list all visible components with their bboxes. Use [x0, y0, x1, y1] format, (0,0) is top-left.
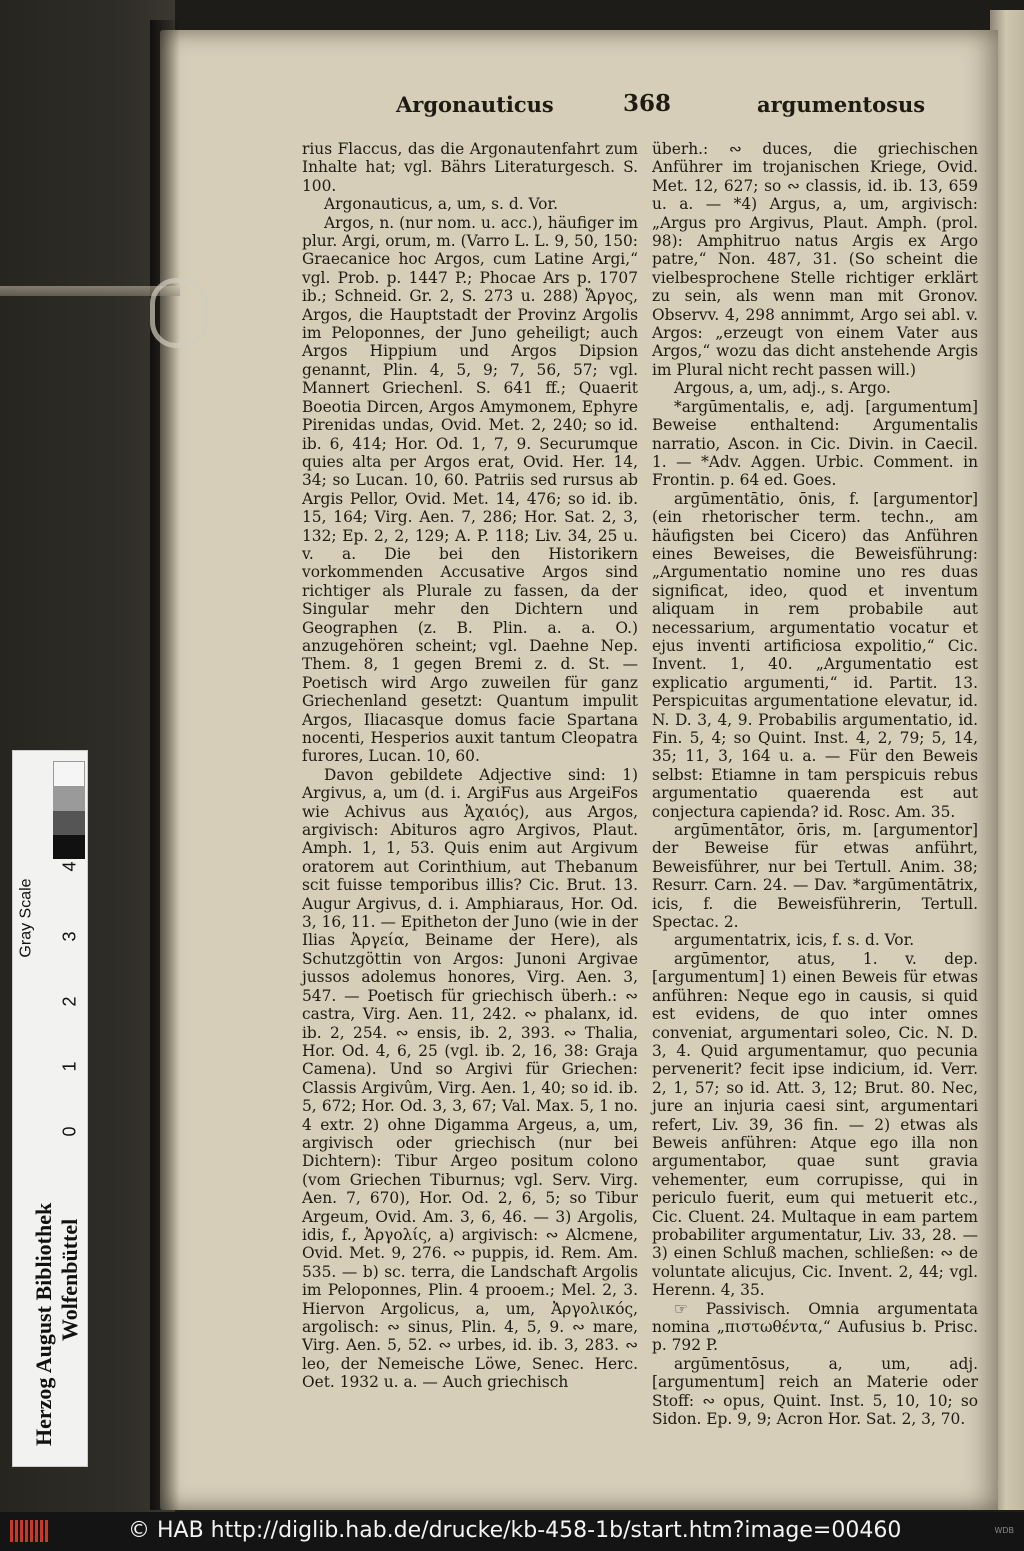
footer-bar [0, 1512, 1024, 1551]
paragraph: rius Flaccus, das die Argonautenfahrt zum Inhalte hat; vgl. Bährs Literaturgesch. S. 100. [302, 140, 638, 195]
dictionary-entry: argumentatrix, icis, f. s. d. Vor. [674, 931, 915, 950]
dictionary-entry: Argos, n. (nur nom. u. acc.), häufiger im plur. Argi, orum, m. (Varro L. L. 9, 50, 150: Graecanice hoc Argos, cum Latine Argi,“ vgl. Prob. p. 1447 P.; Phocae Ars p. 1707 ib.; Schneid. Gr. 2, S. 273 u. 288) Ἄργος, Argos, die Hauptstadt der Provinz Argolis im Peloponnes, der Juno geheiligt; auch Argos Hippium und Argos Dipsion genannt, Plin. 4, 5, 9; 7, 56, 57; vgl. Mannert Griechenl. S. 641 ff.; Quaerit Boeotia Dircen, Argos Amymonem, Ephyre Pirenidas undas, Ovid. Met. 2, 240; so id. ib. 6, 414; Hor. Od. 1, 7, 9. Securumque quies alta per Argos erat, Ovid. Her. 14, 34; so Lucan. 10, 60. Patriis sed rursus ab Argis Pellor, Ovid. Met. 14, 476; so id. ib. 15, 164; Virg. Aen. 7, 286; Hor. Sat. 2, 3, 132; Ep. 2, 2, 129; A. P. 118; Liv. 34, 25 u. v. a. Die bei den Historikern vorkommenden Accusative Argos sind richtiger als Plurale zu fassen, da der Singular mehr den Dichtern und Geographen (z. B. Plin. a. a. O.) anzugehören scheint; vgl. Daehne Nep. Them. 8, 1 gegen Bremi z. d. St. — Poetisch wird Argo zuweilen für ganz Griechenland gesetzt: Quantum impulit Argos, Iliacasque domus facie Spartana nocenti, Hesperios auxit tantum Cleopatra furores, Lucan. 10, 60. [302, 213, 638, 766]
dictionary-entry: argūmentātor, ōris, m. [argumentor] der Beweise für etwas anführt, Beweisführer, nur bei Tertull. Anim. 38; Resurr. Carn. 24. — Dav. *argūmentātrix, icis, f. die Beweisführerin, Tertull. Spectac. 2. [652, 821, 978, 932]
ruler-number: 0 [59, 1126, 80, 1137]
right-text-column [652, 140, 978, 1428]
header-right-word: argumentosus [757, 92, 926, 117]
dictionary-entry: argūmentōsus, a, um, adj. [argumentum] reich an Materie oder Stoff: ∾ opus, Quint. Inst. 5, 10, 10; so Sidon. Ep. 9, 9; Acron Hor. Sat. 2, 3, 70. [652, 1354, 978, 1429]
gray-scale-title: Gray Scale [17, 878, 35, 958]
library-label [11, 1051, 85, 1451]
color-calibration-chart [12, 750, 88, 1467]
ruler-number: 4 [59, 861, 80, 872]
dictionary-entry: Argous, a, um, adj., s. Argo. [674, 379, 891, 398]
gutter-shadow [150, 20, 180, 1510]
hab-logo [10, 1520, 50, 1542]
dictionary-entry: argūmentātio, ōnis, f. [argumentor] (ein rhetorischer term. techn., am häufigsten bei Cicero) das Anführen eines Beweises, die Beweisführung: „Argumentatio nomine uno res duas significat, ideo, quod et inventum aliquam in rem probabile aut necessarium, argumentatio vocatur et ejus inventi artificiosa expolitio,“ Cic. Invent. 1, 40. „Argumentatio est explicatio argumenti,“ id. Partit. 13. Perspicuitas argumentatione elevatur, id. N. D. 3, 4, 9. Probabilis argumentatio, id. Fin. 5, 4; so Quint. Inst. 4, 2, 79; 5, 14, 35; 11, 3, 164 u. a. — Für den Beweis selbst: Etiamne in tam perspicuis rebus argumentatio quaerenda est aut conjectura capienda? id. Rosc. Am. 35. [652, 489, 978, 821]
page-clip [0, 268, 200, 338]
dictionary-entry: Davon gebildete Adjective sind: 1) Argivus, a, um (d. i. ArgiFus aus ArgeiFos wie Achivus aus Ἀχαιός), aus Argos, argivisch: Abituros agro Argivos, Plaut. Amph. 1, 1, 53. Quis enim aut Argivum oratorem aut Corinthium, aut Thebanum scit fuisse temporibus illis? Cic. Brut. 13. Augur Argivus, d. i. Amphiaraus, Hor. Od. 3, 16, 11. — Epitheton der Juno (wie in der Ilias Ἀργεία, Beiname der Here), als Schutzgöttin von Argos: Junoni Argivae jussos adolemus honores, Virg. Aen. 3, 547. — Poetisch für griechisch überh.: ∾ castra, Virg. Aen. 11, 242. ∾ phalanx, id. ib. 2, 254. ∾ ensis, ib. 2, 393. ∾ Thalia, Hor. Od. 4, 6, 25 (vgl. ib. 2, 16, 38: Graja Camena). Und so Argivi für Griechen: Classis Argivûm, Virg. Aen. 1, 40; so id. ib. 5, 672; Hor. Od. 3, 3, 67; Val. Max. 5, 1 no. 4 extr. 2) ohne Digamma Argeus, a, um, argivisch oder griechisch (nur bei Dichtern): Tibur Argeo positum colono (vom Griechen Tiburnus; vgl. Serv. Virg. Aen. 7, 670), Hor. Od. 2, 6, 5; so Tibur Argeum, Ovid. Am. 3, 6, 46. — 3) Argolis, idis, f., Ἀργολίς, a) argivisch: ∾ Alcmene, Ovid. Met. 9, 276. ∾ puppis, id. Rem. Am. 535. — b) sc. terra, die Landschaft Argolis im Peloponnes, Plin. 4 prooem.; Mel. 2, 3. Hiervon Argolicus, a, um, Ἀργολικός, argolisch: ∾ sinus, Plin. 4, 5, 9. ∾ mare, Virg. Aen. 5, 52. ∾ urbes, id. ib. 3, 283. ∾ leo, der Nemeische Löwe, Senec. Herc. Oet. 1932 u. a. — Auch griechisch [302, 765, 638, 1392]
ruler-number: 1 [59, 1061, 80, 1072]
header-left-word: Argonauticus [396, 92, 554, 117]
ruler-number: 3 [59, 931, 80, 942]
gray-scale-patches [53, 761, 85, 857]
footer-code: WDB [994, 1526, 1014, 1535]
clip-loop [150, 278, 208, 348]
dictionary-entry: Argonauticus, a, um, s. d. Vor. [324, 195, 559, 214]
library-city: Wolfenbüttel [57, 1218, 82, 1341]
left-text-column [302, 140, 638, 1392]
source-url[interactable]: © HAB http://diglib.hab.de/drucke/kb-458-1b/start.htm?image=00460 [128, 1518, 902, 1543]
gray-scale-label [17, 861, 55, 981]
dictionary-entry: ☞ Passivisch. Omnia argumentata nomina „πιστωθέντα,“ Aufusius b. Prisc. p. 792 P. [652, 1299, 978, 1355]
dictionary-entry: *argūmentalis, e, adj. [argumentum] Beweise enthaltend: Argumentalis narratio, Ascon. in Cic. Divin. in Caecil. 1. — *Adv. Aggen. Urbic. Comment. in Frontin. p. 64 ed. Goes. [652, 397, 978, 490]
ruler-number: 2 [59, 996, 80, 1007]
dictionary-entry: argūmentor, atus, 1. v. dep. [argumentum] 1) einen Beweis für etwas anführen: Neque ego in causis, si quid est evidens, de quo inter omnes conveniat, argumentari soleo, Cic. N. D. 3, 4. Quid argumentamur, quo pecunia pervenerit? fecit ipse indicium, id. Verr. 2, 1, 57; so id. Att. 3, 12; Brut. 80. Nec, jure an injuria caesi sint, argumentari refert, Liv. 39, 36 fin. — 2) etwas als Beweis anführen: Atque ego illa non argumentabor, quae sunt gravia vehementer, eum corrupisse, qui in periculo fuerit, eum qui metuerit etc., Cic. Cluent. 24. Multaque in eam partem probabiliter argumentatur, Liv. 33, 28. — 3) einen Schluß machen, schließen: ∾ de voluntate alicujus, Cic. Invent. 2, 44; vgl. Herenn. 4, 35. [652, 949, 978, 1300]
page-number: 368 [623, 90, 672, 117]
paragraph: überh.: ∾ duces, die griechischen Anführer im trojanischen Kriege, Ovid. Met. 12, 627; so ∾ classis, id. ib. 13, 659 u. a. — *4) Argus, a, um, argivisch: „Argus pro Argivus, Plaut. Amph. (prol. 98): Amphitruo natus Argis ex Argo patre,“ Non. 487, 31. (So scheint die vielbesprochene Stelle richtiger erklärt zu sein, als wenn man mit Gronov. Observv. 4, 298 annimmt, Argo sei abl. v. Argos: „erzeugt von einem Vater aus Argos,“ wozu das dicht anstehende Argis im Plural nicht recht passen will.) [652, 140, 978, 379]
library-name: Herzog August Bibliothek [31, 1202, 56, 1446]
page-header [160, 92, 998, 124]
